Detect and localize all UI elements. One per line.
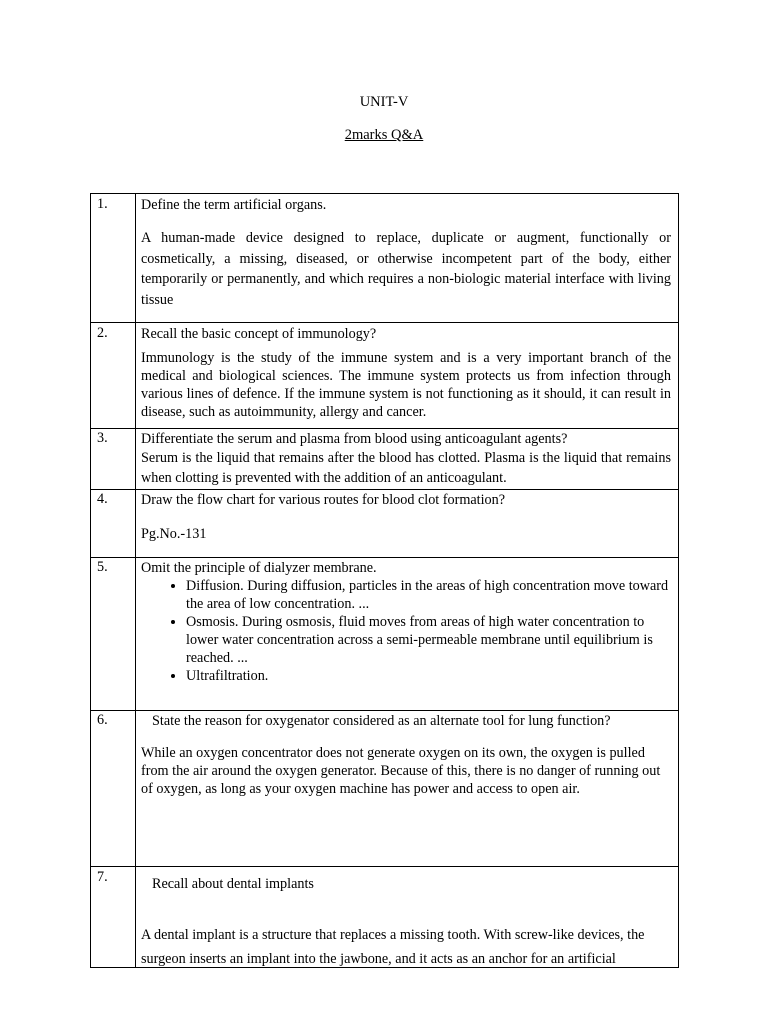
row-number: 6.: [97, 712, 108, 728]
qa-table: [90, 193, 679, 968]
question-text: Differentiate the serum and plasma from blood using anticoagulant agents?: [141, 431, 568, 447]
question-text: Define the term artificial organs.: [141, 197, 327, 213]
subtitle: 2marks Q&A: [344, 127, 424, 143]
bullet-list: [141, 577, 671, 685]
question-text: Omit the principle of dialyzer membrane.: [141, 560, 377, 576]
list-item: • Osmosis. During osmosis, fluid moves from areas of high water concentration to lower water concentration across a semi-permeable membrane until equilibrium is reached. ...: [186, 613, 671, 667]
question-text: Draw the flow chart for various routes for blood clot formation?: [141, 492, 506, 508]
question-text: Recall about dental implants: [152, 876, 314, 892]
row-number: 7.: [97, 869, 108, 885]
row-number: 1.: [97, 196, 108, 212]
question-text: Recall the basic concept of immunology?: [141, 326, 377, 342]
row-number: 4.: [97, 491, 108, 507]
answer-text: A human-made device designed to replace, duplicate or augment, functionally or cosmetically, a missing, diseased, or otherwise incompetent part of the body, either temporarily or permanently, and which requires a non-biologic material interface with living tissue: [141, 230, 671, 308]
table-row: [91, 194, 678, 323]
answer-text: Serum is the liquid that remains after the blood has clotted. Plasma is the liquid that remains when clotting is prevented with the addition of an anticoagulant.: [141, 450, 671, 486]
question-text: State the reason for oxygenator considered as an alternate tool for lung function?: [152, 713, 611, 729]
table-row: [91, 323, 678, 429]
row-number: 3.: [97, 430, 108, 446]
table-row: [91, 867, 678, 968]
table-row: [91, 429, 678, 490]
answer-text: Pg.No.-131: [141, 526, 207, 542]
row-number: 2.: [97, 325, 108, 341]
answer-text: While an oxygen concentrator does not generate oxygen on its own, the oxygen is pulled from the air around the oxygen generator. Because of this, there is no danger of running out of oxygen, as long as your oxygen machine has power and access to open air.: [141, 745, 661, 797]
table-row: [91, 711, 678, 867]
list-item: • Diffusion. During diffusion, particles in the areas of high concentration move toward the area of low concentration. ...: [186, 577, 671, 613]
unit-title: UNIT-V: [359, 94, 409, 110]
table-row: [91, 558, 678, 711]
answer-text: A dental implant is a structure that replaces a missing tooth. With screw-like devices, the surgeon inserts an implant into the jawbone, and it acts as an anchor for an artificial: [141, 927, 645, 967]
row-number: 5.: [97, 559, 108, 575]
answer-text: Immunology is the study of the immune system and is a very important branch of the medical and biological sciences. The immune system protects us from infection through various lines of defence. If the immune system is not functioning as it should, it can result in disease, such as autoimmunity, allergy and cancer.: [141, 350, 671, 420]
table-row: [91, 490, 678, 558]
list-item: • Ultrafiltration.: [186, 667, 671, 685]
